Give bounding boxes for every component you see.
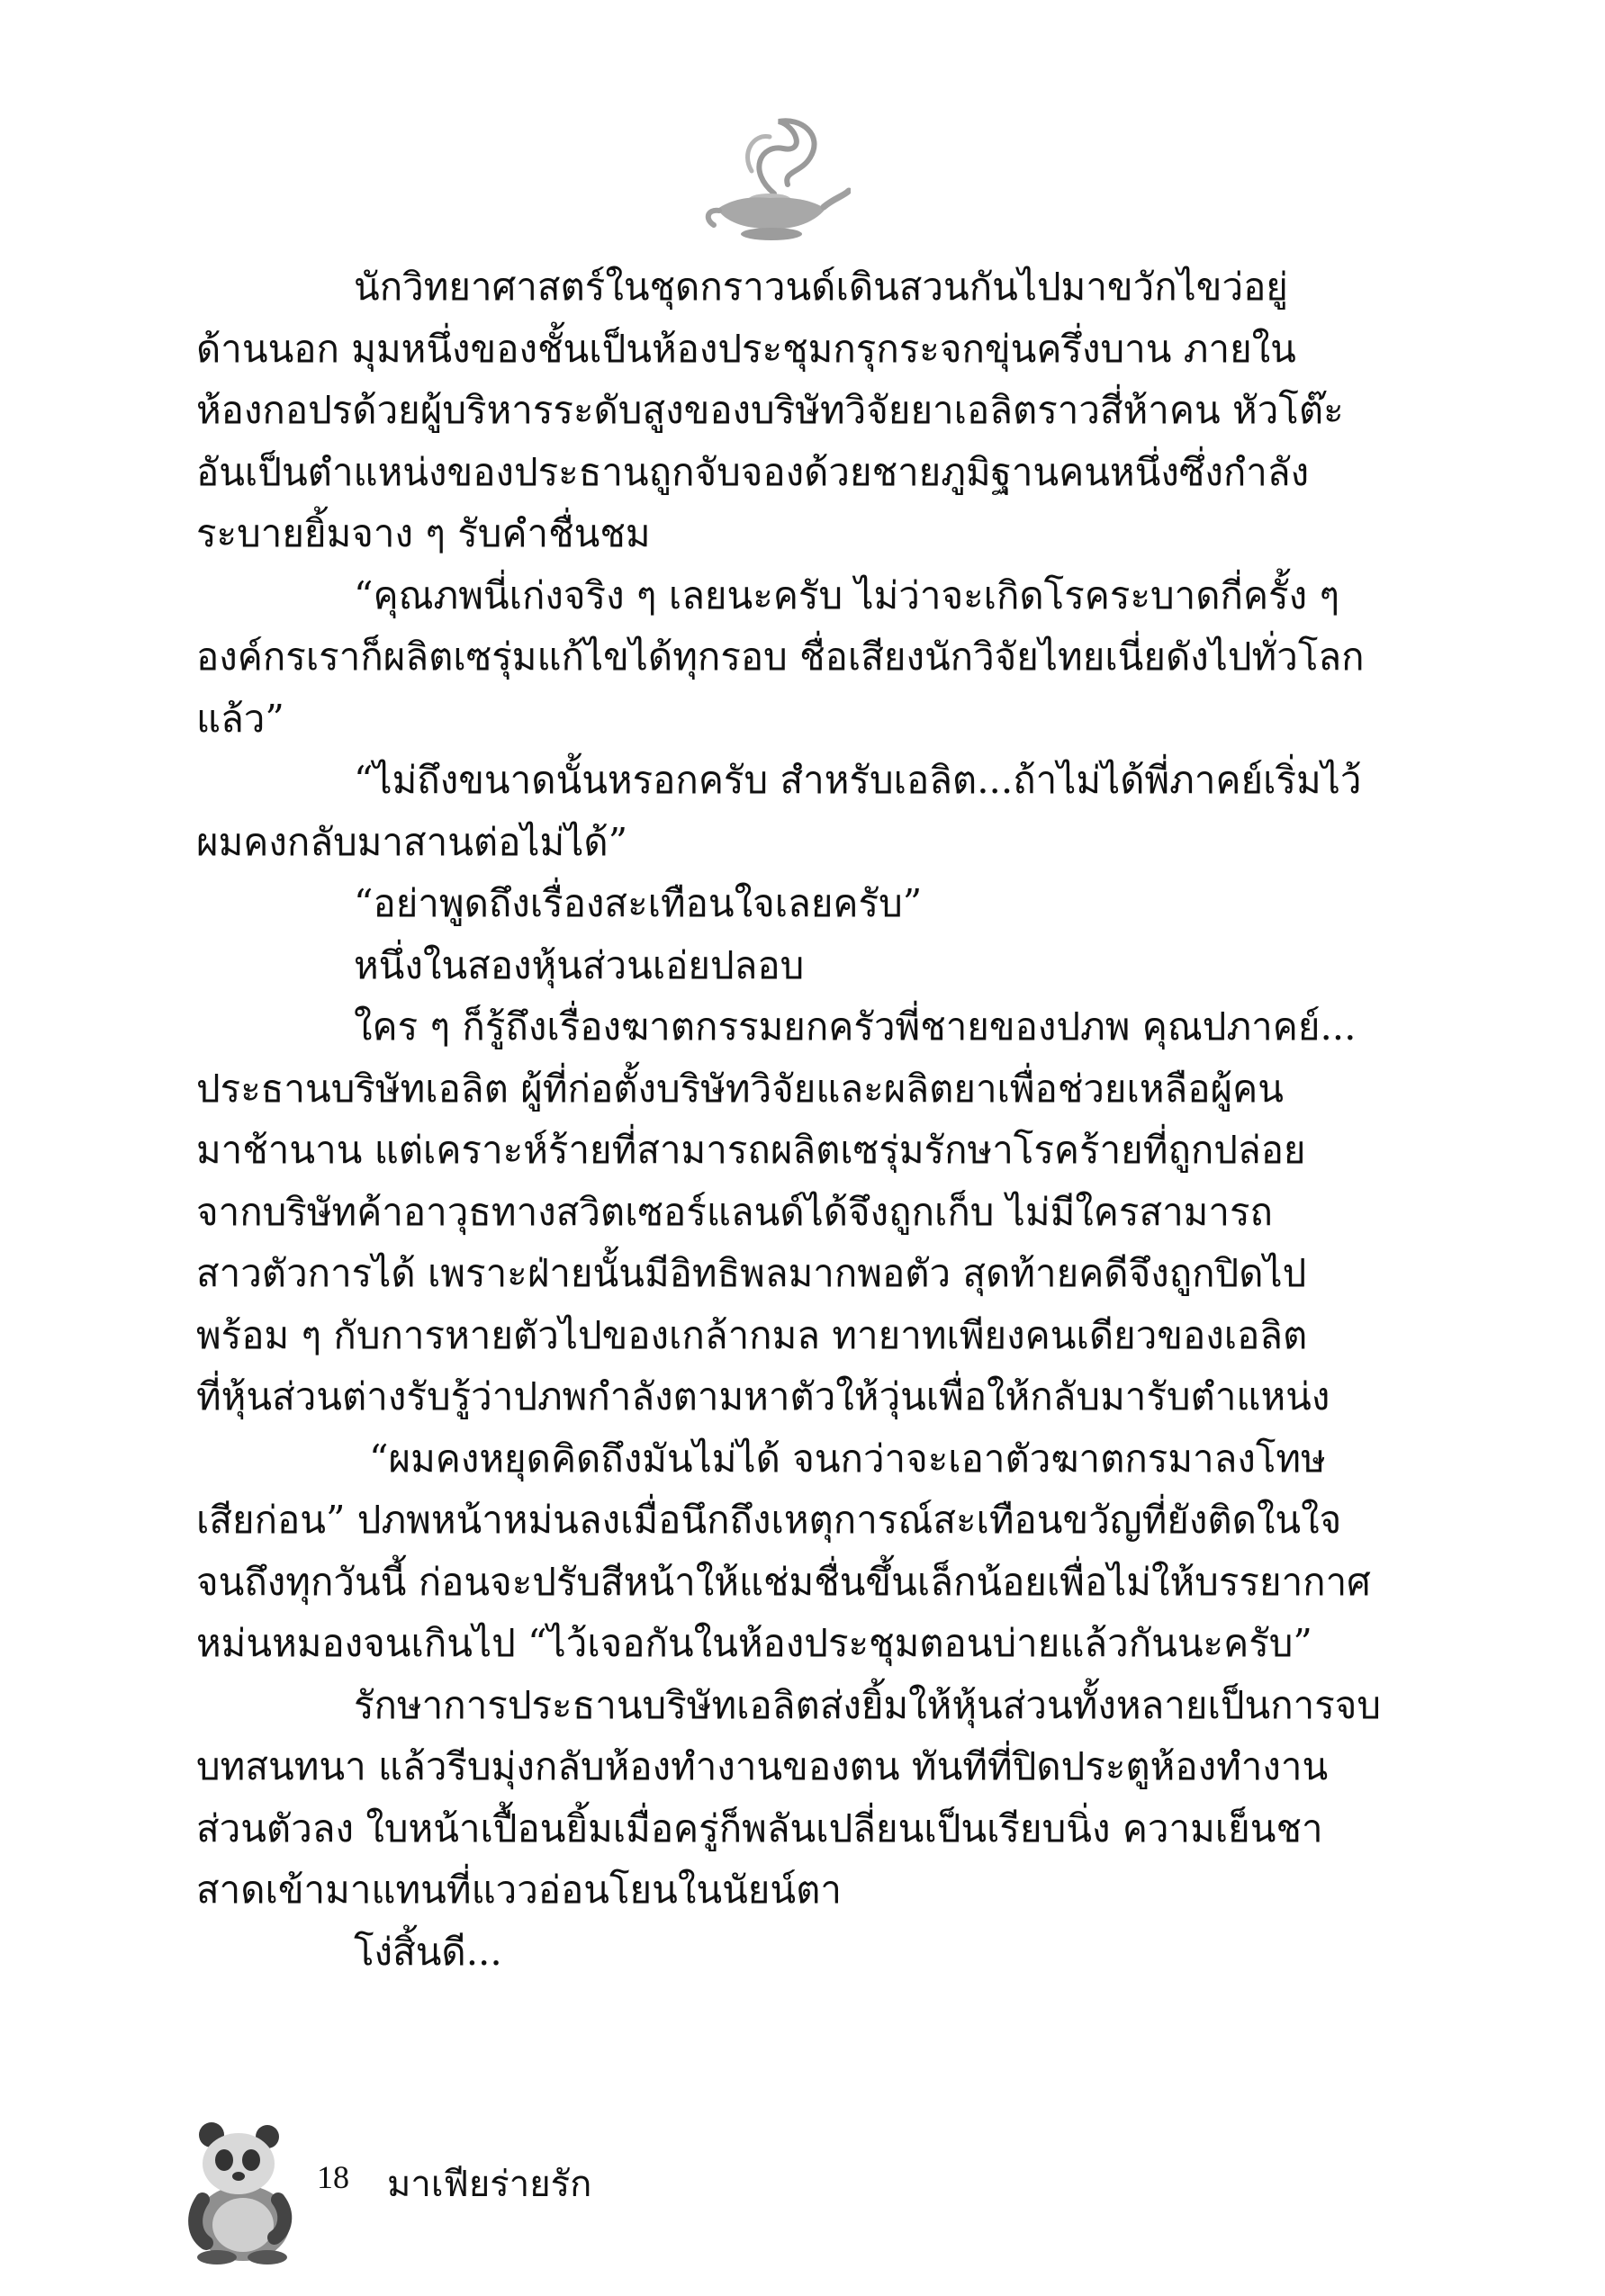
text-line: เสียก่อน” ปภพหน้าหม่นลงเมื่อนึกถึงเหตุการณ์สะเทือนขวัญที่ยังติดในใจ [196,1498,1342,1542]
text-line: อันเป็นตำแหน่งของประธานถูกจับจองด้วยชายภูมิฐานคนหนึ่งซึ่งกำลัง [196,449,1310,494]
text-line: ใคร ๆ ก็รู้ถึงเรื่องฆาตกรรมยกครัวพี่ชายของปภพ คุณปภาคย์... [354,1004,1357,1049]
text-line: โง่สิ้นดี... [354,1929,502,1974]
text-line: จนถึงทุกวันนี้ ก่อนจะปรับสีหน้าให้แช่มชื่นขึ้นเล็กน้อยเพื่อไม่ให้บรรยากาศ [196,1559,1371,1604]
text-line: ส่วนตัวลง ใบหน้าเปื้อนยิ้มเมื่อครู่ก็พลันเปลี่ยนเป็นเรียบนิ่ง ความเย็นชา [196,1805,1323,1850]
text-line: ประธานบริษัทเอลิต ผู้ที่ก่อตั้งบริษัทวิจัยและผลิตยาเพื่อช่วยเหลือผู้คน [196,1066,1284,1111]
text-line: ด้านนอก มุมหนึ่งของชั้นเป็นห้องประชุมกรุกระจกขุ่นครึ่งบาน ภายใน [196,326,1296,371]
text-line: “ไม่ถึงขนาดนั้นหรอกครับ สำหรับเอลิต...ถ้าไม่ได้พี่ภาคย์เริ่มไว้ [354,758,1362,802]
text-line: นักวิทยาศาสตร์ในชุดกราวนด์เดินสวนกันไปมาขวักไขว่อยู่ [354,265,1288,309]
text-line: หนึ่งในสองหุ้นส่วนเอ่ยปลอบ [354,942,805,987]
body-text [196,257,1407,1983]
text-line: ห้องกอปรด้วยผู้บริหารระดับสูงของบริษัทวิจัยยาเอลิตราวสี่ห้าคน หัวโต๊ะ [196,388,1344,432]
text-line: “ผมคงหยุดคิดถึงมันไม่ได้ จนกว่าจะเอาตัวฆาตกรมาลงโทษ [369,1436,1326,1481]
text-line: ผมคงกลับมาสานต่อไม่ได้” [196,819,628,864]
text-line: รักษาการประธานบริษัทเอลิตส่งยิ้มให้หุ้นส่วนทั้งหลายเป็นการจบ [354,1682,1382,1727]
text-line: สาดเข้ามาแทนที่แววอ่อนโยนในนัยน์ตา [196,1868,842,1912]
text-line: แล้ว” [196,696,284,741]
text-line: พร้อม ๆ กับการหายตัวไปของเกล้ากมล ทายาทเพียงคนเดียวของเอลิต [196,1312,1308,1357]
magic-lamp-icon [698,108,851,243]
text-line: “คุณภพนี่เก่งจริง ๆ เลยนะครับ ไม่ว่าจะเกิดโรคระบาดกี่ครั้ง ๆ [354,572,1340,617]
page-number: 18 [317,2159,349,2195]
running-title: มาเฟียร่ายรัก [387,2164,592,2205]
text-line: ระบายยิ้มจาง ๆ รับคำชื่นชม [196,511,651,555]
text-line: “อย่าพูดถึงเรื่องสะเทือนใจเลยครับ” [354,881,923,925]
text-line: บทสนทนา แล้วรีบมุ่งกลับห้องทำงานของตน ทันทีที่ปิดประตูห้องทำงาน [196,1744,1329,1788]
text-line: จากบริษัทค้าอาวุธทางสวิตเซอร์แลนด์ได้จึงถูกเก็บ ไม่มีใครสามารถ [196,1189,1273,1234]
text-line: ที่หุ้นส่วนต่างรับรู้ว่าปภพกำลังตามหาตัวให้วุ่นเพื่อให้กลับมารับตำแหน่ง [196,1374,1330,1418]
text-line: มาช้านาน แต่เคราะห์ร้ายที่สามารถผลิตเซรุ่มรักษาโรคร้ายที่ถูกปล่อย [196,1128,1306,1172]
text-line: สาวตัวการได้ เพราะฝ่ายนั้นมีอิทธิพลมากพอตัว สุดท้ายคดีจึงถูกปิดไป [196,1251,1307,1295]
text-line: องค์กรเราก็ผลิตเซรุ่มแก้ไขได้ทุกรอบ ชื่อเสียงนักวิจัยไทยเนี่ยดังไปทั่วโลก [196,635,1365,679]
text-line: หม่นหมองจนเกินไป “ไว้เจอกันในห้องประชุมตอนบ่ายแล้วกันนะครับ” [196,1621,1312,1665]
panda-icon [185,2117,302,2265]
